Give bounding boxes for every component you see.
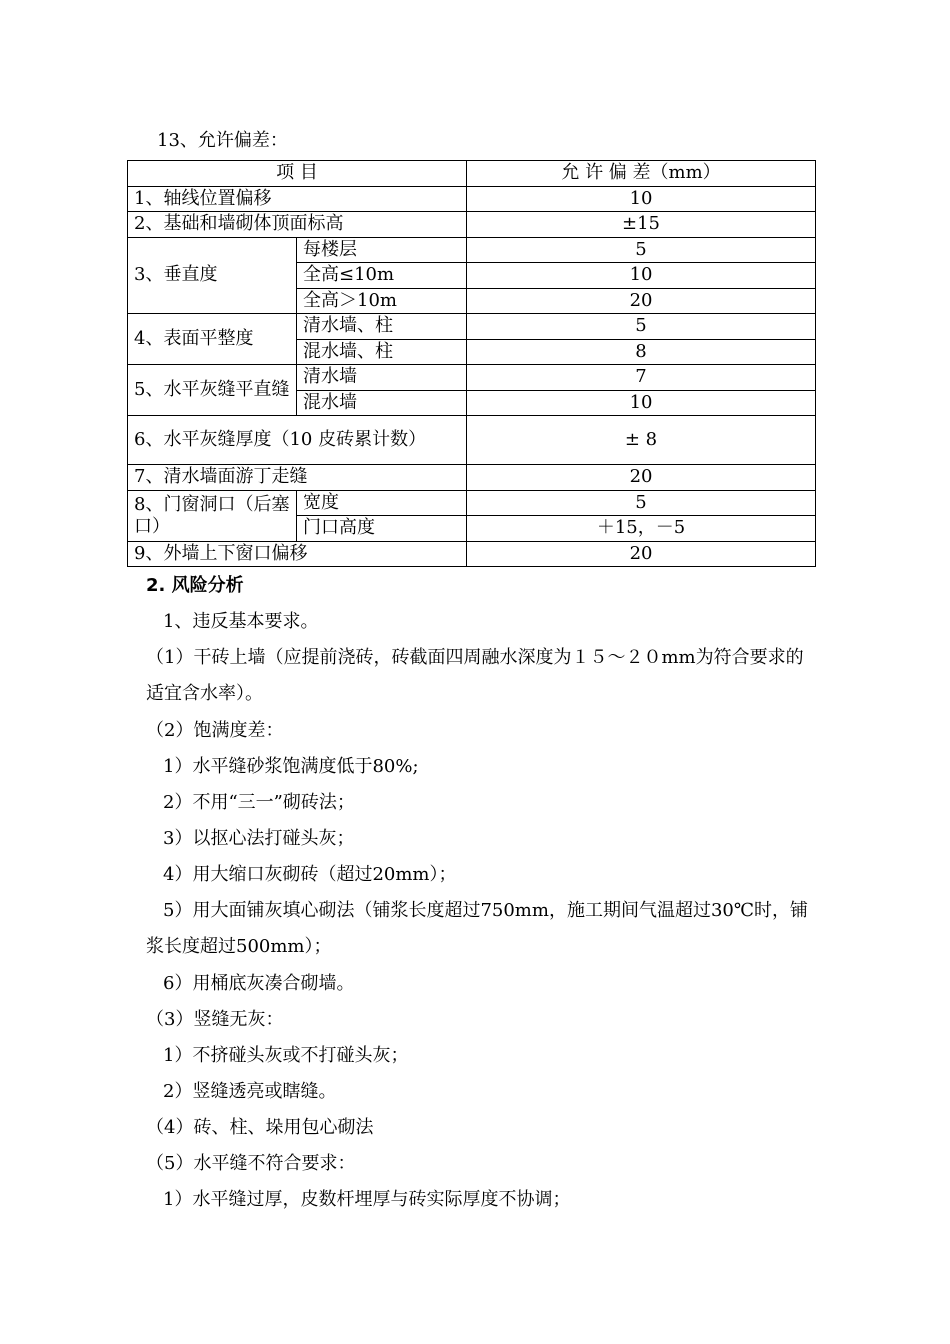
row-item: 3、垂直度 bbox=[128, 237, 297, 314]
paragraph: 5）用大面铺灰填心砌法（铺浆长度超过750mm，施工期间气温超过30℃时，铺浆长度超过500mm）； bbox=[146, 900, 808, 957]
table-row bbox=[128, 314, 816, 340]
sub-item: 混水墙 bbox=[297, 390, 467, 416]
sub-item: 混水墙、柱 bbox=[297, 339, 467, 365]
row-value: 5 bbox=[467, 314, 816, 340]
table-row bbox=[128, 490, 816, 516]
paragraph: （5）水平缝不符合要求： bbox=[146, 1153, 356, 1174]
row-item: 4、表面平整度 bbox=[128, 314, 297, 365]
table-row bbox=[128, 465, 816, 491]
row-item: 8、门窗洞口（后塞口） bbox=[128, 490, 297, 541]
paragraph: 2）竖缝透亮或瞎缝。 bbox=[163, 1081, 337, 1102]
table-row bbox=[128, 416, 816, 465]
paragraph: （1）干砖上墙（应提前浇砖，砖截面四周融水深度为１５～２０mm为符合要求的适宜含水率）。 bbox=[146, 647, 804, 704]
row-item: 5、水平灰缝平直缝 bbox=[128, 365, 297, 416]
row-value: 10 bbox=[467, 263, 816, 289]
row-value: 7 bbox=[467, 365, 816, 391]
sub-item: 每楼层 bbox=[297, 237, 467, 263]
table-row bbox=[128, 186, 816, 212]
section-13-title: 13、允许偏差： bbox=[157, 130, 288, 151]
row-item: 9、外墙上下窗口偏移 bbox=[128, 541, 467, 567]
paragraph: 6）用桶底灰凑合砌墙。 bbox=[163, 973, 355, 994]
table-row bbox=[128, 365, 816, 391]
sub-item: 全高≤10m bbox=[297, 263, 467, 289]
paragraph: 2）不用“三一”砌砖法； bbox=[163, 792, 355, 813]
sub-item: 宽度 bbox=[297, 490, 467, 516]
row-item: 6、水平灰缝厚度（10 皮砖累计数） bbox=[128, 416, 467, 465]
row-value: 5 bbox=[467, 237, 816, 263]
section-2-title: 2. 风险分析 bbox=[146, 575, 244, 596]
paragraph: 1）水平缝过厚，皮数杆埋厚与砖实际厚度不协调； bbox=[163, 1189, 571, 1210]
row-value: 5 bbox=[467, 490, 816, 516]
paragraph: 1）不挤碰头灰或不打碰头灰； bbox=[163, 1045, 409, 1066]
row-value: 20 bbox=[467, 465, 816, 491]
row-value: 10 bbox=[467, 390, 816, 416]
header-item: 项 目 bbox=[128, 161, 467, 187]
table-row bbox=[128, 541, 816, 567]
table-row bbox=[128, 237, 816, 263]
paragraph: （2）饱满度差： bbox=[146, 720, 284, 741]
paragraph: （4）砖、柱、垛用包心砌法 bbox=[146, 1117, 374, 1138]
paragraph: 1）水平缝砂浆饱满度低于80%; bbox=[163, 756, 419, 777]
sub-item: 门口高度 bbox=[297, 516, 467, 542]
table-row bbox=[128, 212, 816, 238]
row-value: ±15 bbox=[467, 212, 816, 238]
sub-item: 清水墙 bbox=[297, 365, 467, 391]
row-value: ± 8 bbox=[467, 416, 816, 465]
row-value: 20 bbox=[467, 288, 816, 314]
sub-item: 清水墙、柱 bbox=[297, 314, 467, 340]
row-item: 1、轴线位置偏移 bbox=[128, 186, 467, 212]
row-item: 7、清水墙面游丁走缝 bbox=[128, 465, 467, 491]
header-tolerance: 允 许 偏 差（mm） bbox=[467, 161, 816, 187]
paragraph: 3）以抠心法打碰头灰； bbox=[163, 828, 355, 849]
row-value: 20 bbox=[467, 541, 816, 567]
row-value: ＋15，－5 bbox=[467, 516, 816, 542]
paragraph: （3）竖缝无灰： bbox=[146, 1009, 284, 1030]
paragraph: 1、违反基本要求。 bbox=[163, 611, 319, 632]
table-header-row bbox=[128, 161, 816, 187]
row-item: 2、基础和墙砌体顶面标高 bbox=[128, 212, 467, 238]
sub-item: 全高＞10m bbox=[297, 288, 467, 314]
tolerance-table bbox=[127, 160, 816, 567]
row-value: 8 bbox=[467, 339, 816, 365]
row-value: 10 bbox=[467, 186, 816, 212]
paragraph: 4）用大缩口灰砌砖（超过20mm）； bbox=[163, 864, 457, 885]
